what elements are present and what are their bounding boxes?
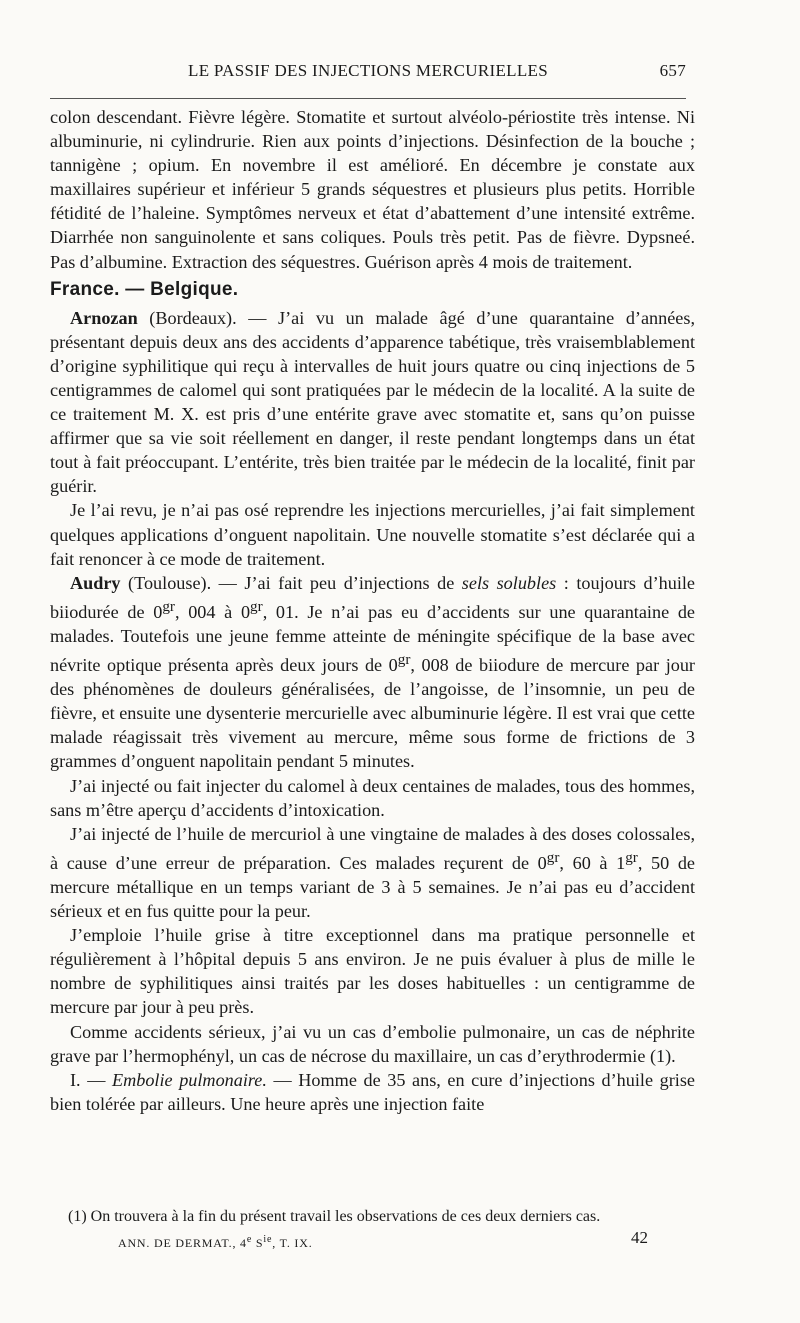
paragraph-text: (Toulouse). — J’ai fait peu d’injections de — [120, 572, 462, 593]
unit-superscript: gr — [546, 848, 560, 866]
paragraph-text: , 008 de biiodure de mercure par jour des phénomènes de douleurs généralisées, de l’angoisse, de l’insomnie, un peu de fièvre, et ensuite une dysenterie mercurielle avec albuminurie légère. Il est vrai que cette malade réagissait très vivement au mercure, même sous forme de frictions de 3 grammes d’onguent napolitain pendant 5 minutes. — [50, 655, 695, 772]
journal-reference — [118, 1236, 313, 1250]
body-text — [50, 105, 695, 1116]
paragraph-text: J’ai injecté de l’huile de mercuriol à une vingtaine de malades à des doses colossales, à cause d’une erreur de préparation. Ces malades reçurent de 0 — [50, 823, 695, 873]
signature-mark: 42 — [631, 1228, 648, 1247]
paragraph-text: — Homme de 35 ans, en cure d’injections d’huile grise bien tolérée par ailleurs. Une heure après une injection faite — [50, 1069, 695, 1114]
journal-text: , T. IX. — [272, 1236, 313, 1250]
paragraph-audry — [50, 571, 695, 774]
paragraph-mercuriol — [50, 822, 695, 923]
paragraph-text: , 01. Je n’ai pas eu d’accidents sur une quarantaine de malades. Toutefois une jeune femme atteinte de méningite spécifique de la base avec névrite optique présenta après deux jours de 0 — [50, 601, 695, 676]
paragraph-text: , 004 à 0 — [174, 601, 251, 622]
unit-superscript: gr — [162, 597, 175, 615]
paragraph-revu: Je l’ai revu, je n’ai pas osé reprendre les injections mercurielles, j’ai fait simplement quelques applications d’onguent napolitain. Une nouvelle stomatite s’est déclarée qui a fait renoncer à ce mode de traitement. — [50, 500, 695, 569]
paragraph-text: : toujours d’huile biiodurée de 0 — [50, 572, 695, 622]
paragraph-continued: colon descendant. Fièvre légère. Stomatite et surtout alvéolo-périostite très intense. Ni albuminurie, ni cylindrurie. Rien aux points d’injections. Désinfection de la bouche ; tannigène ; opium. En novembre il est amélioré. En décembre je constate aux maxillaires supérieur et inférieur 5 grands séquestres et plusieurs plus petits. Horrible fétidité de l’haleine. Symptômes nerveux et état d’abattement d’une intensité extrême. Diarrhée non sanguinolente et sans coliques. Pouls très petit. Pas de fièvre. Dypsneé. Pas d’albumine. Extraction des séquestres. Guérison après 4 mois de traitement. — [50, 107, 695, 272]
series-superscript: e — [246, 1234, 253, 1245]
page-number: 657 — [659, 61, 686, 80]
paragraph-arnozan — [50, 306, 695, 499]
author-name: Arnozan — [70, 307, 138, 328]
unit-superscript: gr — [397, 651, 411, 669]
running-title: LE PASSIF DES INJECTIONS MERCURIELLES — [188, 61, 548, 80]
journal-text: S — [252, 1236, 264, 1250]
paragraph-accidents: Comme accidents sérieux, j’ai vu un cas d’embolie pulmonaire, un cas de néphrite grave par l’hermophényl, un cas de nécrose du maxillaire, un cas d’erythrodermie (1). — [50, 1021, 695, 1066]
paragraph-embolie — [50, 1068, 695, 1116]
paragraph-text: I. — — [70, 1069, 112, 1090]
italic-term: Embolie pulmonaire. — [111, 1069, 267, 1090]
running-head — [50, 58, 686, 86]
paragraph-calomel: J’ai injecté ou fait injecter du calomel à deux centaines de malades, tous des hommes, sans m’être aperçu d’accidents d’intoxication. — [50, 775, 695, 820]
author-name: Audry — [70, 572, 121, 593]
unit-superscript: gr — [250, 597, 263, 615]
paragraph-text: , 60 à 1 — [559, 852, 626, 873]
italic-term: sels solubles — [461, 572, 557, 593]
colophon — [118, 1228, 648, 1262]
footnote: (1) On trouvera à la fin du présent travail les observations de ces deux derniers cas. — [68, 1208, 601, 1225]
paragraph-huile-grise: J’emploie l’huile grise à titre exceptionnel dans ma pratique personnelle et régulièrement à l’hôpital depuis 5 ans environ. Je ne puis évaluer à plus de mille le nombre de syphilitiques ainsi traités par les doses habituelles : un centigramme de mercure par jour à peu près. — [50, 925, 695, 1018]
unit-superscript: gr — [625, 848, 638, 866]
journal-text: ANN. DE DERMAT., 4 — [118, 1236, 247, 1250]
paragraph-text: , 50 de mercure métallique en un temps variant de 3 à 5 semaines. Je n’ai pas eu d’accident sérieux et en fus quitte pour la peur. — [50, 852, 695, 922]
section-heading: France. — Belgique. — [50, 278, 239, 300]
series-superscript: ie — [263, 1234, 273, 1245]
header-rule — [50, 98, 686, 99]
paragraph-text: (Bordeaux). — J’ai vu un malade âgé d’une quarantaine d’années, présentant depuis deux ans des accidents d’apparence tabétique, très vraisemblablement d’origine syphilitique qui reçu à intervalles de huit jours quatre ou cinq injections de 5 centigrammes de calomel qui sont pratiquées par le médecin de la localité. A la suite de ce traitement M. X. est pris d’une entérite grave avec stomatite et, sans qu’on puisse affirmer que sa vie soit réellement en danger, il reste pendant longtemps dans un état tout à fait préoccupant. L’entérite, très bien traitée par le médecin de la localité, finit par guérir. — [50, 307, 695, 497]
